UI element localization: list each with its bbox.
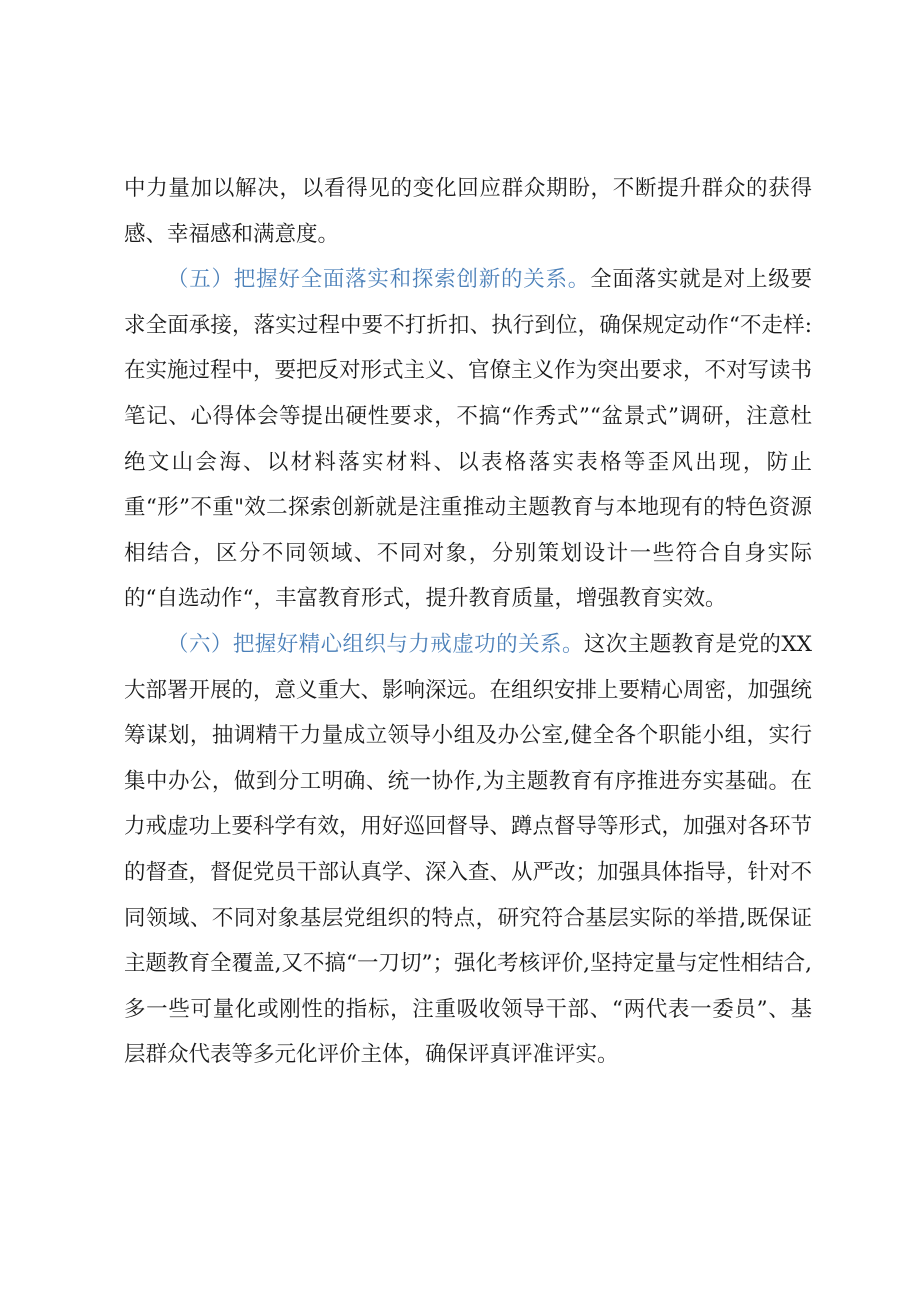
paragraph-section-6	[124, 622, 812, 1078]
section-heading-6: （六）把握好精心组织与力戒虚功的关系。	[167, 631, 584, 657]
paragraph-text: 全面落实就是对上级要求全面承接，落实过程中要不打折扣、执行到位，确保规定动作“不走样:在实施过程中，要把反对形式主义、官僚主义作为突出要求，不对写读书笔记、心得体会等提出硬性要求，不搞“作秀式”“盆景式”调研，注意杜绝文山会海、以材料落实材料、以表格落实表格等歪风出现，防止重“形”不重"效二探索创新就是注重推动主题教育与本地现有的特色资源相结合，区分不同领域、不同对象，分别策划设计一些符合自身实际的“自选动作“，丰富教育形式，提升教育质量，增强教育实效。	[124, 267, 813, 612]
paragraph-text: 这次主题教育是党的XX大部署开展的，意义重大、影响深远。在组织安排上要精心周密，加强统筹谋划，抽调精干力量成立领导小组及办公室,健全各个职能小组，实行集中办公，做到分工明确、统一协作,为主题教育有序推进夯实基础。在力戒虚功上要科学有效，用好巡回督导、蹲点督导等形式，加强对各环节的督查，督促党员干部认真学、深入查、从严改；加强具体指导，针对不同领域、不同对象基层党组织的特点，研究符合基层实际的举措,既保证主题教育全覆盖,又不搞“一刀切”；强化考核评价,坚持定量与定性相结合,多一些可量化或刚性的指标，注重吸收领导干部、“两代表一委员”、基层群众代表等多元化评价主体，确保评真评准评实。	[124, 631, 813, 1068]
paragraph-section-5	[124, 257, 812, 622]
document-body	[124, 166, 812, 1078]
section-heading-5: （五）把握好全面落实和探索创新的关系。	[167, 267, 591, 293]
paragraph-text: 中力量加以解决，以看得见的变化回应群众期盼，不断提升群众的获得感、幸福感和满意度。	[124, 176, 812, 247]
paragraph-continuation	[124, 166, 812, 257]
